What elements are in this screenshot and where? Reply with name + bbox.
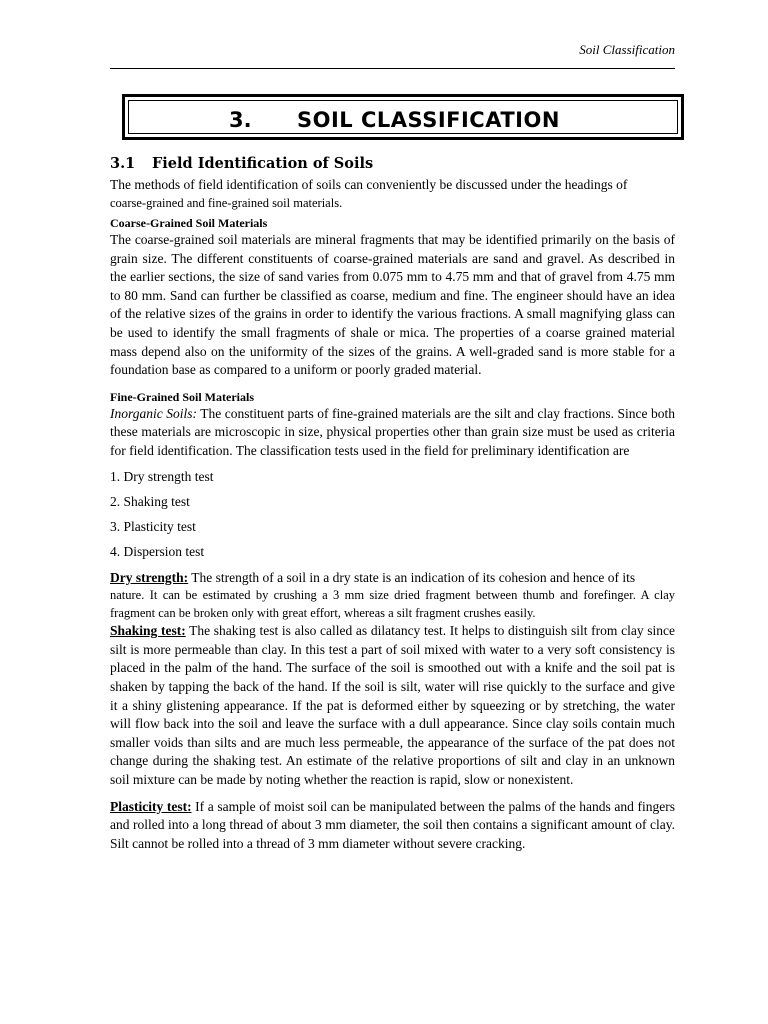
chapter-title-box xyxy=(122,94,684,140)
coarse-paragraph: The coarse-grained soil materials are mineral fragments that may be identified primarily on the basis of grain size. The different constituents of coarse-grained materials are sand and gravel. As described in the earlier sections, the size of sand varies from 0.075 mm to 4.75 mm and that of gravel from 4.75 mm to 80 mm. Sand can further be classified as coarse, medium and fine. The engineer should have an idea of the relative sizes of the grains in order to identify the various fractions. A small magnifying glass can be used to identify the small fragments of shale or mica. The properties of a coarse grained material mass depend also on the uniformity of the sizes of the grains. A well-graded sand is more stable for a foundation base as compared to a uniform or poorly graded material. xyxy=(110,232,675,378)
coarse-heading: Coarse-Grained Soil Materials xyxy=(110,216,268,231)
fine-text: The constituent parts of fine-grained materials are the silt and clay fractions. Since both these materials are microscopic in size, physical properties other than grain size must be used as criteria for field identification. The classification tests used in the field for preliminary identification are xyxy=(110,405,675,459)
intro-text-2: coarse-grained and fine-grained soil materials. xyxy=(110,195,343,210)
shaking-paragraph xyxy=(110,622,675,789)
chapter-title-box-inner xyxy=(128,100,678,134)
dry-strength-term: Dry strength xyxy=(110,569,184,585)
plasticity-text: If a sample of moist soil can be manipulated between the palms of the hands and fingers and rolled into a long thread of about 3 mm diameter, the soil then contains a significant amount of clay. Silt cannot be rolled into a thread of 3 mm diameter without severe cracking. xyxy=(110,798,675,851)
running-header: Soil Classification xyxy=(579,42,675,57)
section-heading xyxy=(110,155,675,172)
header-rule xyxy=(110,68,675,69)
inorganic-soils-label: Inorganic Soils: xyxy=(110,405,197,421)
list-item: 4. Dispersion test xyxy=(110,543,205,559)
section-number: 3.1 xyxy=(110,155,136,172)
shaking-term: Shaking test: xyxy=(110,623,186,639)
intro-text-1: The methods of field identification of soils can conveniently be discussed under the headings of xyxy=(110,177,628,192)
intro-paragraph-2 xyxy=(110,195,675,213)
plasticity-paragraph xyxy=(110,798,675,854)
dry-strength-paragraph-2: nature. It can be estimated by crushing a 3 mm size dried fragment between thumb and forefinger. A clay fragment can be broken only with great effort, whereas a silt fragment crushes easily. xyxy=(110,588,675,620)
section-title: Field Identification of Soils xyxy=(152,155,374,172)
dry-strength-colon: : xyxy=(183,569,189,585)
chapter-number: 3. xyxy=(229,108,252,132)
chapter-title: SOIL CLASSIFICATION xyxy=(297,108,560,132)
shaking-text: The shaking test is also called as dilatancy test. It helps to distinguish silt from clay since silt is more permeable than clay. In this test a part of soil mixed with water to a very soft consistency is placed in the palm of the hand. The surface of the soil is smoothed out with a knife and the soil pat is shaken by tapping the back of the hand. If the soil is silt, water will rise quickly to the surface and give it a shiny glistening appearance. If the pat is deformed either by squeezing or by stretching, the water will flow back into the soil and leave the surface with a dull appearance. Since clay soils contain much smaller voids than silts and are much less permeable, the appearance of the surface of the pat does not change during the shaking test. An estimate of the relative proportions of silt and clay in an unknown soil mixture can be made by noting whether the reaction is rapid, slow or nonexistent. xyxy=(110,623,675,787)
main-content xyxy=(110,155,675,853)
dry-strength-text-1: The strength of a soil in a dry state is an indication of its cohesion and hence of its xyxy=(188,569,636,585)
list-item: 1. Dry strength test xyxy=(110,468,214,484)
fine-paragraph xyxy=(110,405,675,461)
list-item: 3. Plasticity test xyxy=(110,518,196,534)
plasticity-term: Plasticity test: xyxy=(110,798,192,814)
intro-paragraph xyxy=(110,176,675,195)
dry-strength-paragraph xyxy=(110,569,675,588)
list-item: 2. Shaking test xyxy=(110,493,190,509)
fine-heading: Fine-Grained Soil Materials xyxy=(110,389,254,404)
